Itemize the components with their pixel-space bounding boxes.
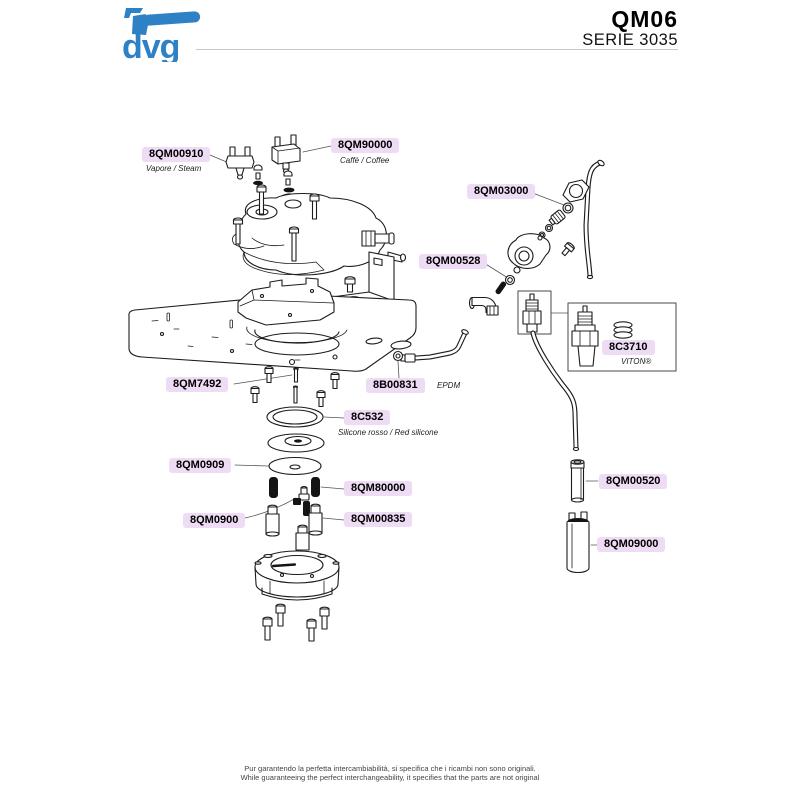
part-code-label: 8QM00528: [419, 254, 487, 269]
part-code-label: 8C532: [344, 410, 390, 425]
part-note: Silicone rosso / Red silicone: [338, 428, 439, 437]
part-note: VITON®: [621, 357, 652, 366]
part-code-label: 8QM0900: [183, 513, 245, 528]
part-code-label: 8QM09000: [597, 537, 665, 552]
part-code-label: 8QM0909: [169, 458, 231, 473]
springs-pistons-drawing: [266, 477, 322, 550]
part-note: Vapore / Steam: [146, 164, 202, 173]
part-code-label: 8QM03000: [467, 184, 535, 199]
part-code-label: 8QM7492: [166, 377, 228, 392]
outlet-tube-cylinders-drawing: [533, 333, 589, 573]
disclaimer: [0, 764, 780, 782]
part-note: EPDM: [437, 381, 461, 390]
part-code-label: 8QM80000: [344, 481, 412, 496]
steam-valve-drawing: [226, 147, 254, 179]
part-code-label: 8QM90000: [331, 138, 399, 153]
part-code-label: 8C3710: [602, 340, 655, 355]
coffee-valve-drawing: [272, 135, 300, 173]
disclaimer-line-english: While guaranteeing the perfect interchangeability, it specifies that the parts are not original: [240, 773, 540, 782]
series-subtitle: SERIE 3035: [582, 31, 678, 49]
group-flange-drawing: [255, 551, 339, 600]
disclaimer-line-italian: Pur garantendo la perfetta intercambiabilità, si specifica che i ricambi non sono originali.: [244, 764, 536, 773]
brand-wordmark: dvg: [122, 28, 180, 62]
valve-inset-boxes: [518, 291, 676, 371]
part-note: Caffè / Coffee: [340, 156, 390, 165]
gasket-stack-drawing: [267, 407, 324, 475]
part-code-label: 8QM00520: [599, 474, 667, 489]
plate-screws-drawing: [251, 367, 339, 407]
steam-pipe-fittings-drawing: [470, 159, 606, 315]
model-title: QM06: [611, 6, 678, 32]
part-code-label: 8QM00835: [344, 512, 412, 527]
bottom-screws-drawing: [263, 604, 329, 641]
part-code-label: 8B00831: [366, 378, 425, 393]
part-code-label: 8QM00910: [142, 147, 210, 162]
